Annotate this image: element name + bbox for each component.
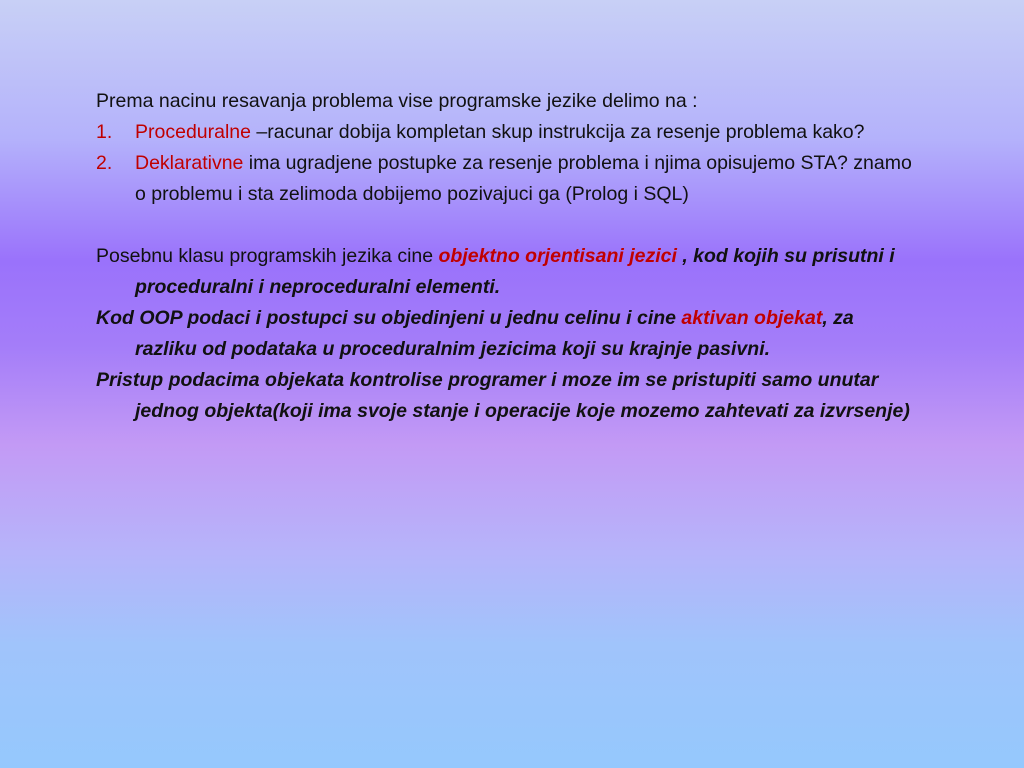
paragraph-lead: Kod OOP podaci i postupci su objedinjeni u jednu celinu i cine — [96, 307, 682, 329]
highlight-oop-languages: objektno orjentisani jezici — [438, 245, 677, 267]
paragraph-rest: , za razliku od podataka u proceduralnim jezicima koji su krajnje pasivni. — [135, 307, 854, 360]
paragraph-lead: Posebnu klasu programskih jezika cine — [96, 245, 439, 267]
paragraph-active-object — [96, 303, 916, 365]
list-text: –racunar dobija kompletan skup instrukcija za resenje problema kako? — [251, 121, 865, 143]
paragraph-rest: , kod kojih su prisutni i proceduralni i neproceduralni elementi. — [135, 245, 895, 298]
list-text: ima ugradjene postupke za resenje problema i njima opisujemo STA? znamo o problemu i sta zelimoda dobijemo pozivajuci ga (Prolog i SQL) — [135, 152, 912, 205]
list-item-deklarativne — [96, 148, 916, 210]
paragraph-oop-class — [96, 241, 916, 303]
paragraph-gap — [96, 210, 916, 241]
list-term: Deklarativne — [135, 152, 244, 174]
slide-body — [96, 86, 916, 427]
list-term: Proceduralne — [135, 121, 251, 143]
intro-text: Prema nacinu resavanja problema vise programske jezike delimo na : — [96, 90, 698, 112]
list-number: 1. — [96, 121, 113, 143]
highlight-active-object: aktivan objekat — [681, 307, 823, 329]
list-number: 2. — [96, 152, 113, 174]
list-item-proceduralne — [96, 117, 916, 148]
paragraph-data-access: Pristup podacima objekata kontrolise programer i moze im se pristupiti samo unutar jednog objekta(koji ima svoje stanje i operacije koje mozemo zahtevati za izvrsenje) — [96, 369, 910, 422]
